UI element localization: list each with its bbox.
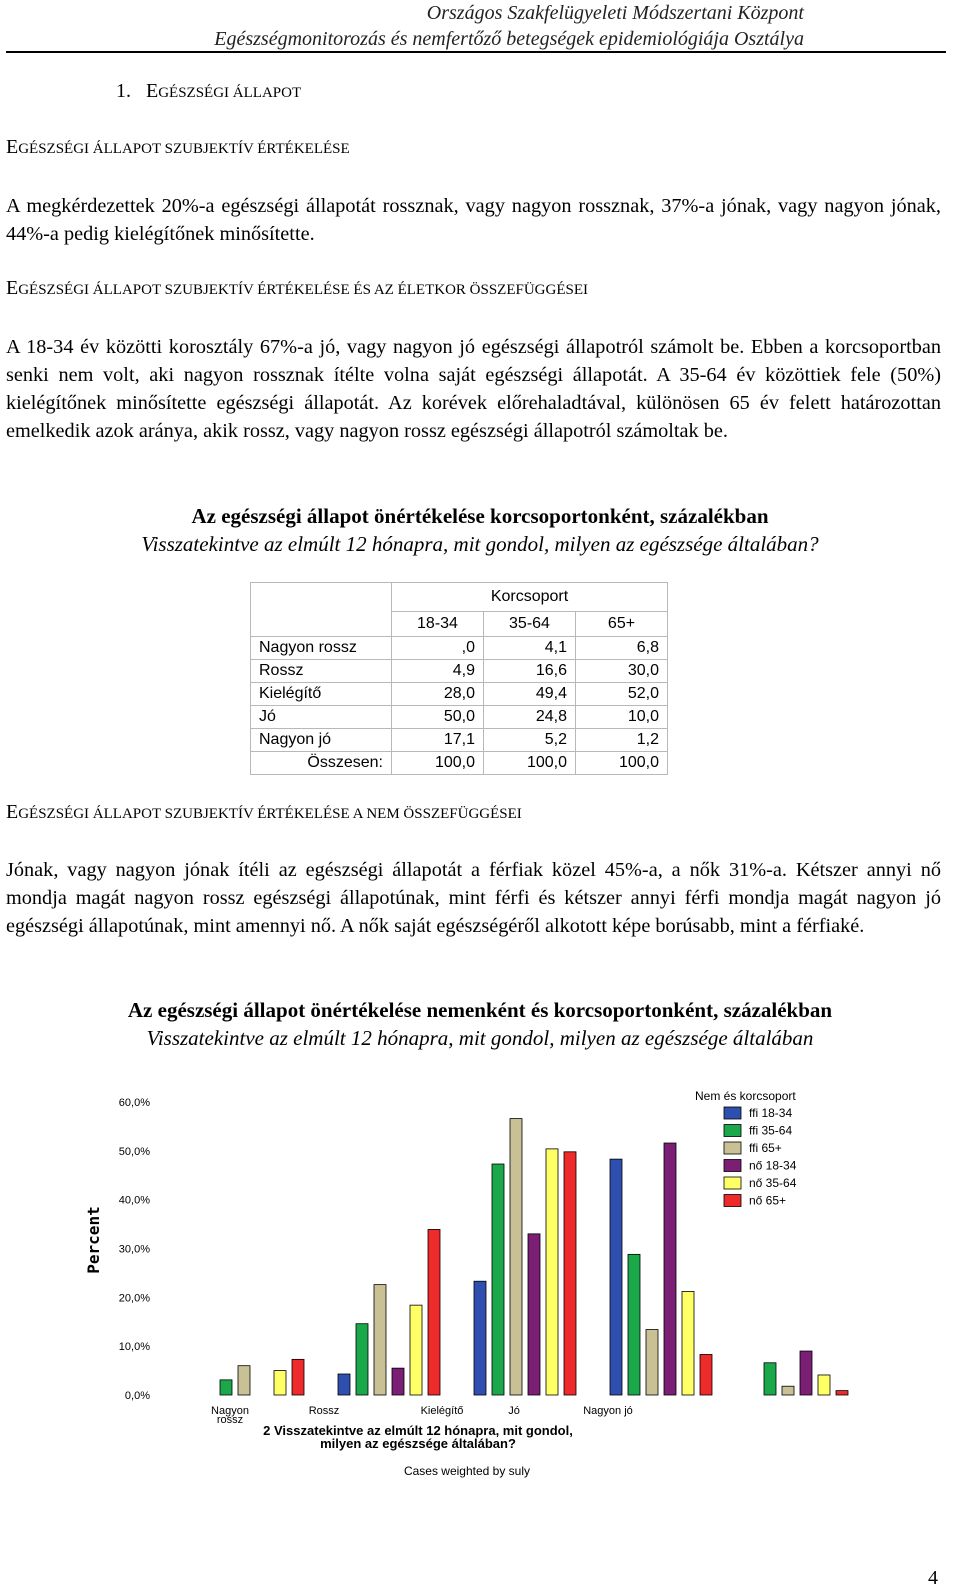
table-cell: 30,0 bbox=[576, 660, 668, 683]
table-title-bold: Az egészségi állapot önértékelése korcsoportonként, százalékban bbox=[191, 504, 769, 528]
table-cell: 52,0 bbox=[576, 683, 668, 706]
y-tick-label: 30,0% bbox=[118, 1243, 150, 1256]
table-cell: 100,0 bbox=[392, 752, 484, 775]
table-title-italic: Visszatekintve az elmúlt 12 hónapra, mit gondol, milyen az egészsége általában? bbox=[141, 532, 819, 556]
y-tick-label: 0,0% bbox=[124, 1390, 150, 1402]
paragraph-3: Jónak, vagy nagyon jónak ítéli az egészségi állapotát a férfiak közel 45%-a, a nők 31%-a. Kétszer annyi nő mondja magát nagyon rossz egészségi állapotúnak, mint férfi és kétszer annyi férfi mondja magát nagyon jó egészségi állapotúnak, mint amennyi nő. A nők saját egészségéről alkotott képe borúsabb, mint a férfiaké. bbox=[6, 859, 941, 937]
x-axis-label: 2 Visszatekintve az elmúlt 12 hónapra, mit gondol, bbox=[263, 1423, 573, 1438]
bar bbox=[356, 1324, 368, 1395]
table-cell: 17,1 bbox=[392, 729, 484, 752]
x-tick-label: Rossz bbox=[308, 1405, 340, 1417]
section-number: 1. bbox=[116, 80, 131, 102]
x-tick-label: Nagyon bbox=[211, 1405, 249, 1417]
x-axis-label: milyen az egészsége általában? bbox=[320, 1436, 516, 1451]
table-cell: 28,0 bbox=[392, 683, 484, 706]
x-tick-label: Kielégítő bbox=[420, 1405, 464, 1417]
table-cell: ,0 bbox=[392, 637, 484, 660]
paragraph-1: A megkérdezettek 20%-a egészségi állapotát rossznak, vagy nagyon rossznak, 37%-a jónak, vagy nagyon jónak, 44%-a pedig kielégítőnek minősítette. bbox=[6, 195, 941, 245]
table-cell: 100,0 bbox=[576, 752, 668, 775]
table-row bbox=[251, 683, 668, 706]
y-tick-label: 50,0% bbox=[118, 1145, 150, 1158]
bar bbox=[428, 1229, 440, 1395]
bar bbox=[610, 1159, 622, 1395]
bar bbox=[782, 1386, 794, 1395]
table-corner bbox=[251, 583, 392, 637]
bar bbox=[474, 1281, 486, 1395]
y-tick-label: 40,0% bbox=[118, 1194, 150, 1207]
bar bbox=[292, 1359, 304, 1395]
heading-subjective: EGÉSZSÉGI ÁLLAPOT SZUBJEKTÍV ÉRTÉKELÉSE bbox=[6, 136, 350, 158]
table-cell: 100,0 bbox=[484, 752, 576, 775]
chart-title-italic: Visszatekintve az elmúlt 12 hónapra, mit gondol, milyen az egészsége általában bbox=[146, 1026, 814, 1050]
table-cell: 24,8 bbox=[484, 706, 576, 729]
bar bbox=[800, 1351, 812, 1395]
table-cell: 4,9 bbox=[392, 660, 484, 683]
section-title: 1. EGÉSZSÉGI ÁLLAPOT bbox=[116, 80, 302, 102]
table-column-header: 35-64 bbox=[484, 612, 576, 637]
legend-swatch bbox=[724, 1177, 741, 1189]
row-label: Rossz bbox=[251, 660, 392, 683]
heading-gender: EGÉSZSÉGI ÁLLAPOT SZUBJEKTÍV ÉRTÉKELÉSE A NEM ÖSSZEFÜGGÉSEI bbox=[6, 801, 522, 823]
heading-age: EGÉSZSÉGI ÁLLAPOT SZUBJEKTÍV ÉRTÉKELÉSE ÉS AZ ÉLETKOR ÖSSZEFÜGGÉSEI bbox=[6, 277, 589, 299]
table-cell: 5,2 bbox=[484, 729, 576, 752]
y-tick-label: 60,0% bbox=[118, 1097, 150, 1109]
y-axis-label: Percent bbox=[84, 1206, 103, 1274]
bar bbox=[546, 1149, 558, 1395]
row-label: Kielégítő bbox=[251, 683, 392, 706]
bar bbox=[392, 1368, 404, 1395]
table-cell: 49,4 bbox=[484, 683, 576, 706]
bar bbox=[764, 1363, 776, 1395]
bar bbox=[510, 1119, 522, 1395]
table-group-header: Korcsoport bbox=[392, 583, 668, 612]
bar bbox=[700, 1354, 712, 1395]
total-label: Összesen: bbox=[251, 752, 392, 775]
table-cell: 50,0 bbox=[392, 706, 484, 729]
table-row bbox=[251, 706, 668, 729]
header-line-1: Országos Szakfelügyeleti Módszertani Központ bbox=[426, 2, 804, 24]
row-label: Nagyon rossz bbox=[251, 637, 392, 660]
x-tick-label: Jó bbox=[508, 1405, 520, 1417]
table-cell: 1,2 bbox=[576, 729, 668, 752]
chart-title bbox=[0, 996, 960, 1052]
x-tick-label: rossz bbox=[216, 1414, 244, 1426]
bar bbox=[564, 1152, 576, 1395]
legend-item-label: ffi 18-34 bbox=[749, 1106, 793, 1120]
bar bbox=[646, 1330, 658, 1395]
chart-footnote: Cases weighted by suly bbox=[403, 1464, 531, 1478]
legend-swatch bbox=[724, 1195, 741, 1207]
table-cell: 4,1 bbox=[484, 637, 576, 660]
row-label: Jó bbox=[251, 706, 392, 729]
bar bbox=[682, 1291, 694, 1395]
table-row bbox=[251, 637, 668, 660]
table-row bbox=[251, 729, 668, 752]
legend-item-label: nő 18-34 bbox=[749, 1158, 797, 1173]
legend-item-label: ffi 65+ bbox=[749, 1141, 782, 1155]
bar bbox=[492, 1164, 504, 1395]
table-cell: 10,0 bbox=[576, 706, 668, 729]
bar bbox=[528, 1234, 540, 1395]
page-header bbox=[0, 0, 946, 52]
paragraph-2: A 18-34 év közötti korosztály 67%-a jó, vagy nagyon jó egészségi állapotról számolt be. Ebben a korcsoportban senki nem volt, aki nagyon rossznak ítélte volna saját egészségi állapotát. A 35-64 év közöttiek fele (50%) kielégítőnek minősítette egészségi állapotát. Az korévek előrehaladtával, különösen 65 év felett határozottan emelkedik azok aránya, akik rossz, vagy nagyon rossz egészségi állapotról számoltak be. bbox=[6, 336, 941, 442]
table-cell: 16,6 bbox=[484, 660, 576, 683]
section-title-text: GÉSZSÉGI ÁLLAPOT bbox=[158, 85, 302, 101]
table-title bbox=[0, 502, 960, 558]
bar bbox=[238, 1366, 250, 1395]
row-label: Nagyon jó bbox=[251, 729, 392, 752]
legend-item-label: ffi 35-64 bbox=[749, 1123, 793, 1138]
bar bbox=[836, 1391, 848, 1395]
legend-item-label: nő 65+ bbox=[749, 1193, 787, 1208]
table-column-header: 18-34 bbox=[392, 612, 484, 637]
legend-swatch bbox=[724, 1160, 741, 1172]
bar bbox=[664, 1143, 676, 1395]
header-rule bbox=[6, 51, 946, 53]
table-cell: 6,8 bbox=[576, 637, 668, 660]
y-tick-label: 20,0% bbox=[118, 1292, 150, 1305]
legend-title: Nem és korcsoport bbox=[695, 1089, 796, 1103]
bar bbox=[220, 1380, 232, 1395]
header-line-2: Egészségmonitorozás és nemfertőző betegségek epidemiológiája Osztálya bbox=[214, 28, 804, 50]
legend-swatch bbox=[724, 1107, 741, 1119]
page-number: 4 bbox=[928, 1567, 938, 1589]
x-tick-label: Nagyon jó bbox=[583, 1405, 633, 1417]
chart-title-bold: Az egészségi állapot önértékelése nemenként és korcsoportonként, százalékban bbox=[127, 998, 833, 1022]
bar bbox=[338, 1374, 350, 1395]
bar bbox=[628, 1254, 640, 1395]
y-tick-label: 10,0% bbox=[118, 1341, 150, 1354]
bar bbox=[410, 1305, 422, 1395]
table-total-row bbox=[251, 752, 668, 775]
legend-swatch bbox=[724, 1125, 741, 1137]
age-group-table bbox=[250, 582, 668, 775]
legend-swatch bbox=[724, 1142, 741, 1154]
bar bbox=[274, 1371, 286, 1395]
legend-item-label: nő 35-64 bbox=[749, 1176, 797, 1190]
table-column-header: 65+ bbox=[576, 612, 668, 637]
bar bbox=[818, 1375, 830, 1395]
health-bar-chart bbox=[0, 1085, 960, 1495]
bar bbox=[374, 1285, 386, 1395]
table-row bbox=[251, 660, 668, 683]
